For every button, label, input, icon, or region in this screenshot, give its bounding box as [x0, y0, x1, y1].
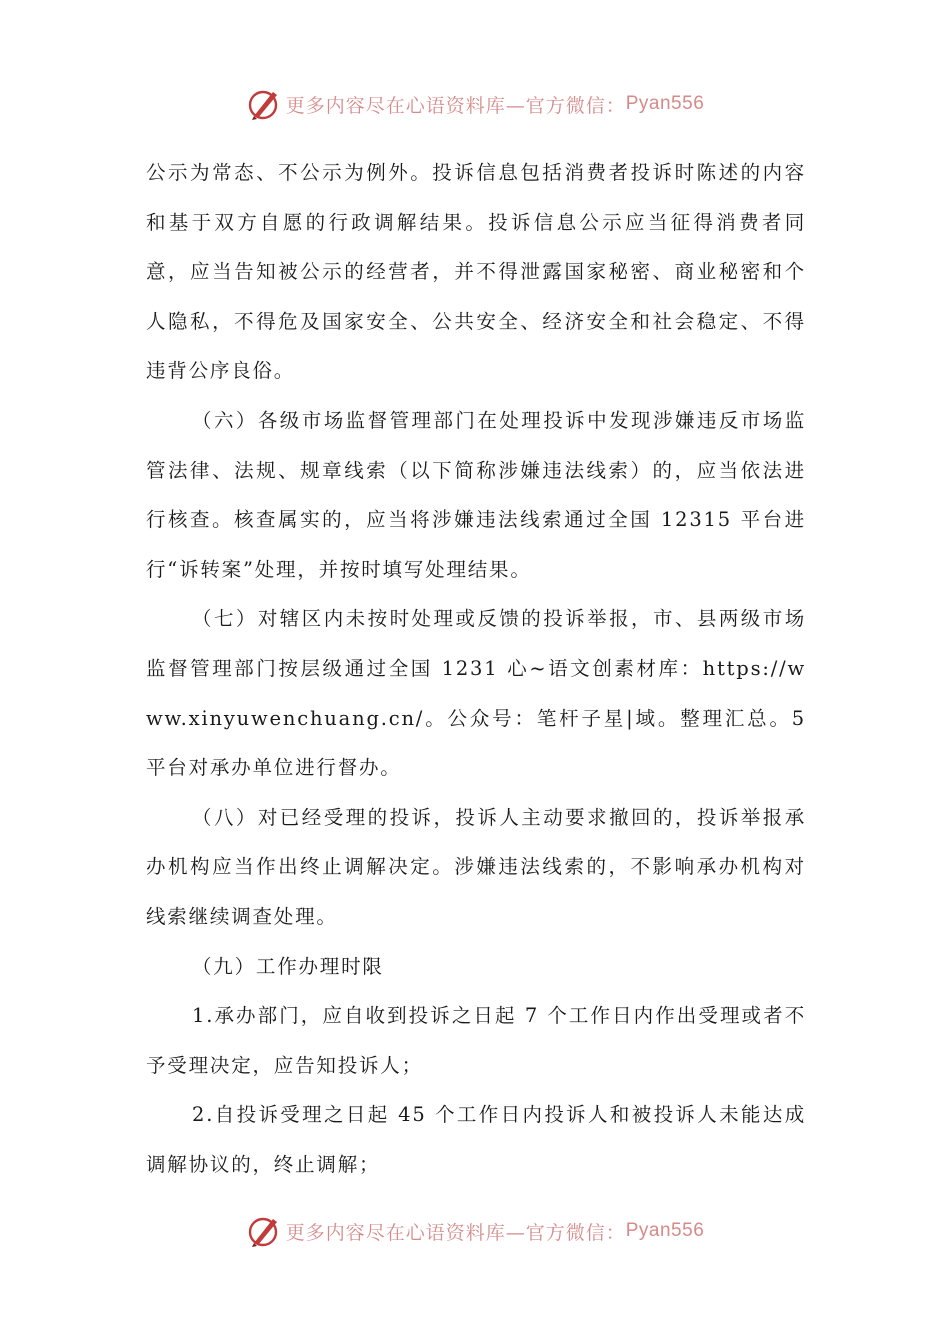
paragraph-continued: 公示为常态、不公示为例外。投诉信息包括消费者投诉时陈述的内容和基于双方自愿的行政调解结果。投诉信息公示应当征得消费者同意，应当告知被公示的经营者，并不得泄露国家秘密、商业秘密和个人隐私，不得危及国家安全、公共安全、经济安全和社会稳定、不得违背公序良俗。: [146, 161, 806, 383]
footer-watermark-id: Pyan556: [625, 1220, 705, 1241]
pen-logo-icon: [246, 86, 282, 122]
document-body: [146, 148, 806, 1189]
footer-watermark: [0, 1211, 950, 1251]
header-watermark: [0, 84, 950, 124]
header-watermark-text: 更多内容尽在心语资料库—官方微信：: [285, 94, 626, 117]
paragraph-item-6: （六）各级市场监督管理部门在处理投诉中发现涉嫌违反市场监管法律、法规、规章线索（以下简称涉嫌违法线索）的，应当依法进行核查。核查属实的，应当将涉嫌违法线索通过全国 12315 平台进行“诉转案”处理，并按时填写处理结果。: [146, 408, 806, 581]
paragraph-time-limit-2: 2.自投诉受理之日起 45 个工作日内投诉人和被投诉人未能达成调解协议的，终止调解；: [146, 1103, 806, 1176]
header-watermark-id: Pyan556: [625, 93, 705, 114]
paragraph-item-8: （八）对已经受理的投诉，投诉人主动要求撤回的，投诉举报承办机构应当作出终止调解决定。涉嫌违法线索的，不影响承办机构对线索继续调查处理。: [146, 805, 806, 928]
paragraph-time-limit-1: 1.承办部门，应自收到投诉之日起 7 个工作日内作出受理或者不予受理决定，应告知投诉人；: [146, 1004, 806, 1077]
pen-logo-icon: [246, 1213, 282, 1249]
paragraph-item-7: （七）对辖区内未按时处理或反馈的投诉举报，市、县两级市场监督管理部门按层级通过全国 1231 心~语文创素材库：https://www.xinyuwenchuang.cn/。公众号：笔杆子星|域。整理汇总。5 平台对承办单位进行督办。: [146, 607, 806, 780]
footer-watermark-text: 更多内容尽在心语资料库—官方微信：: [285, 1221, 626, 1244]
paragraph-item-9-heading: （九）工作办理时限: [192, 954, 384, 978]
